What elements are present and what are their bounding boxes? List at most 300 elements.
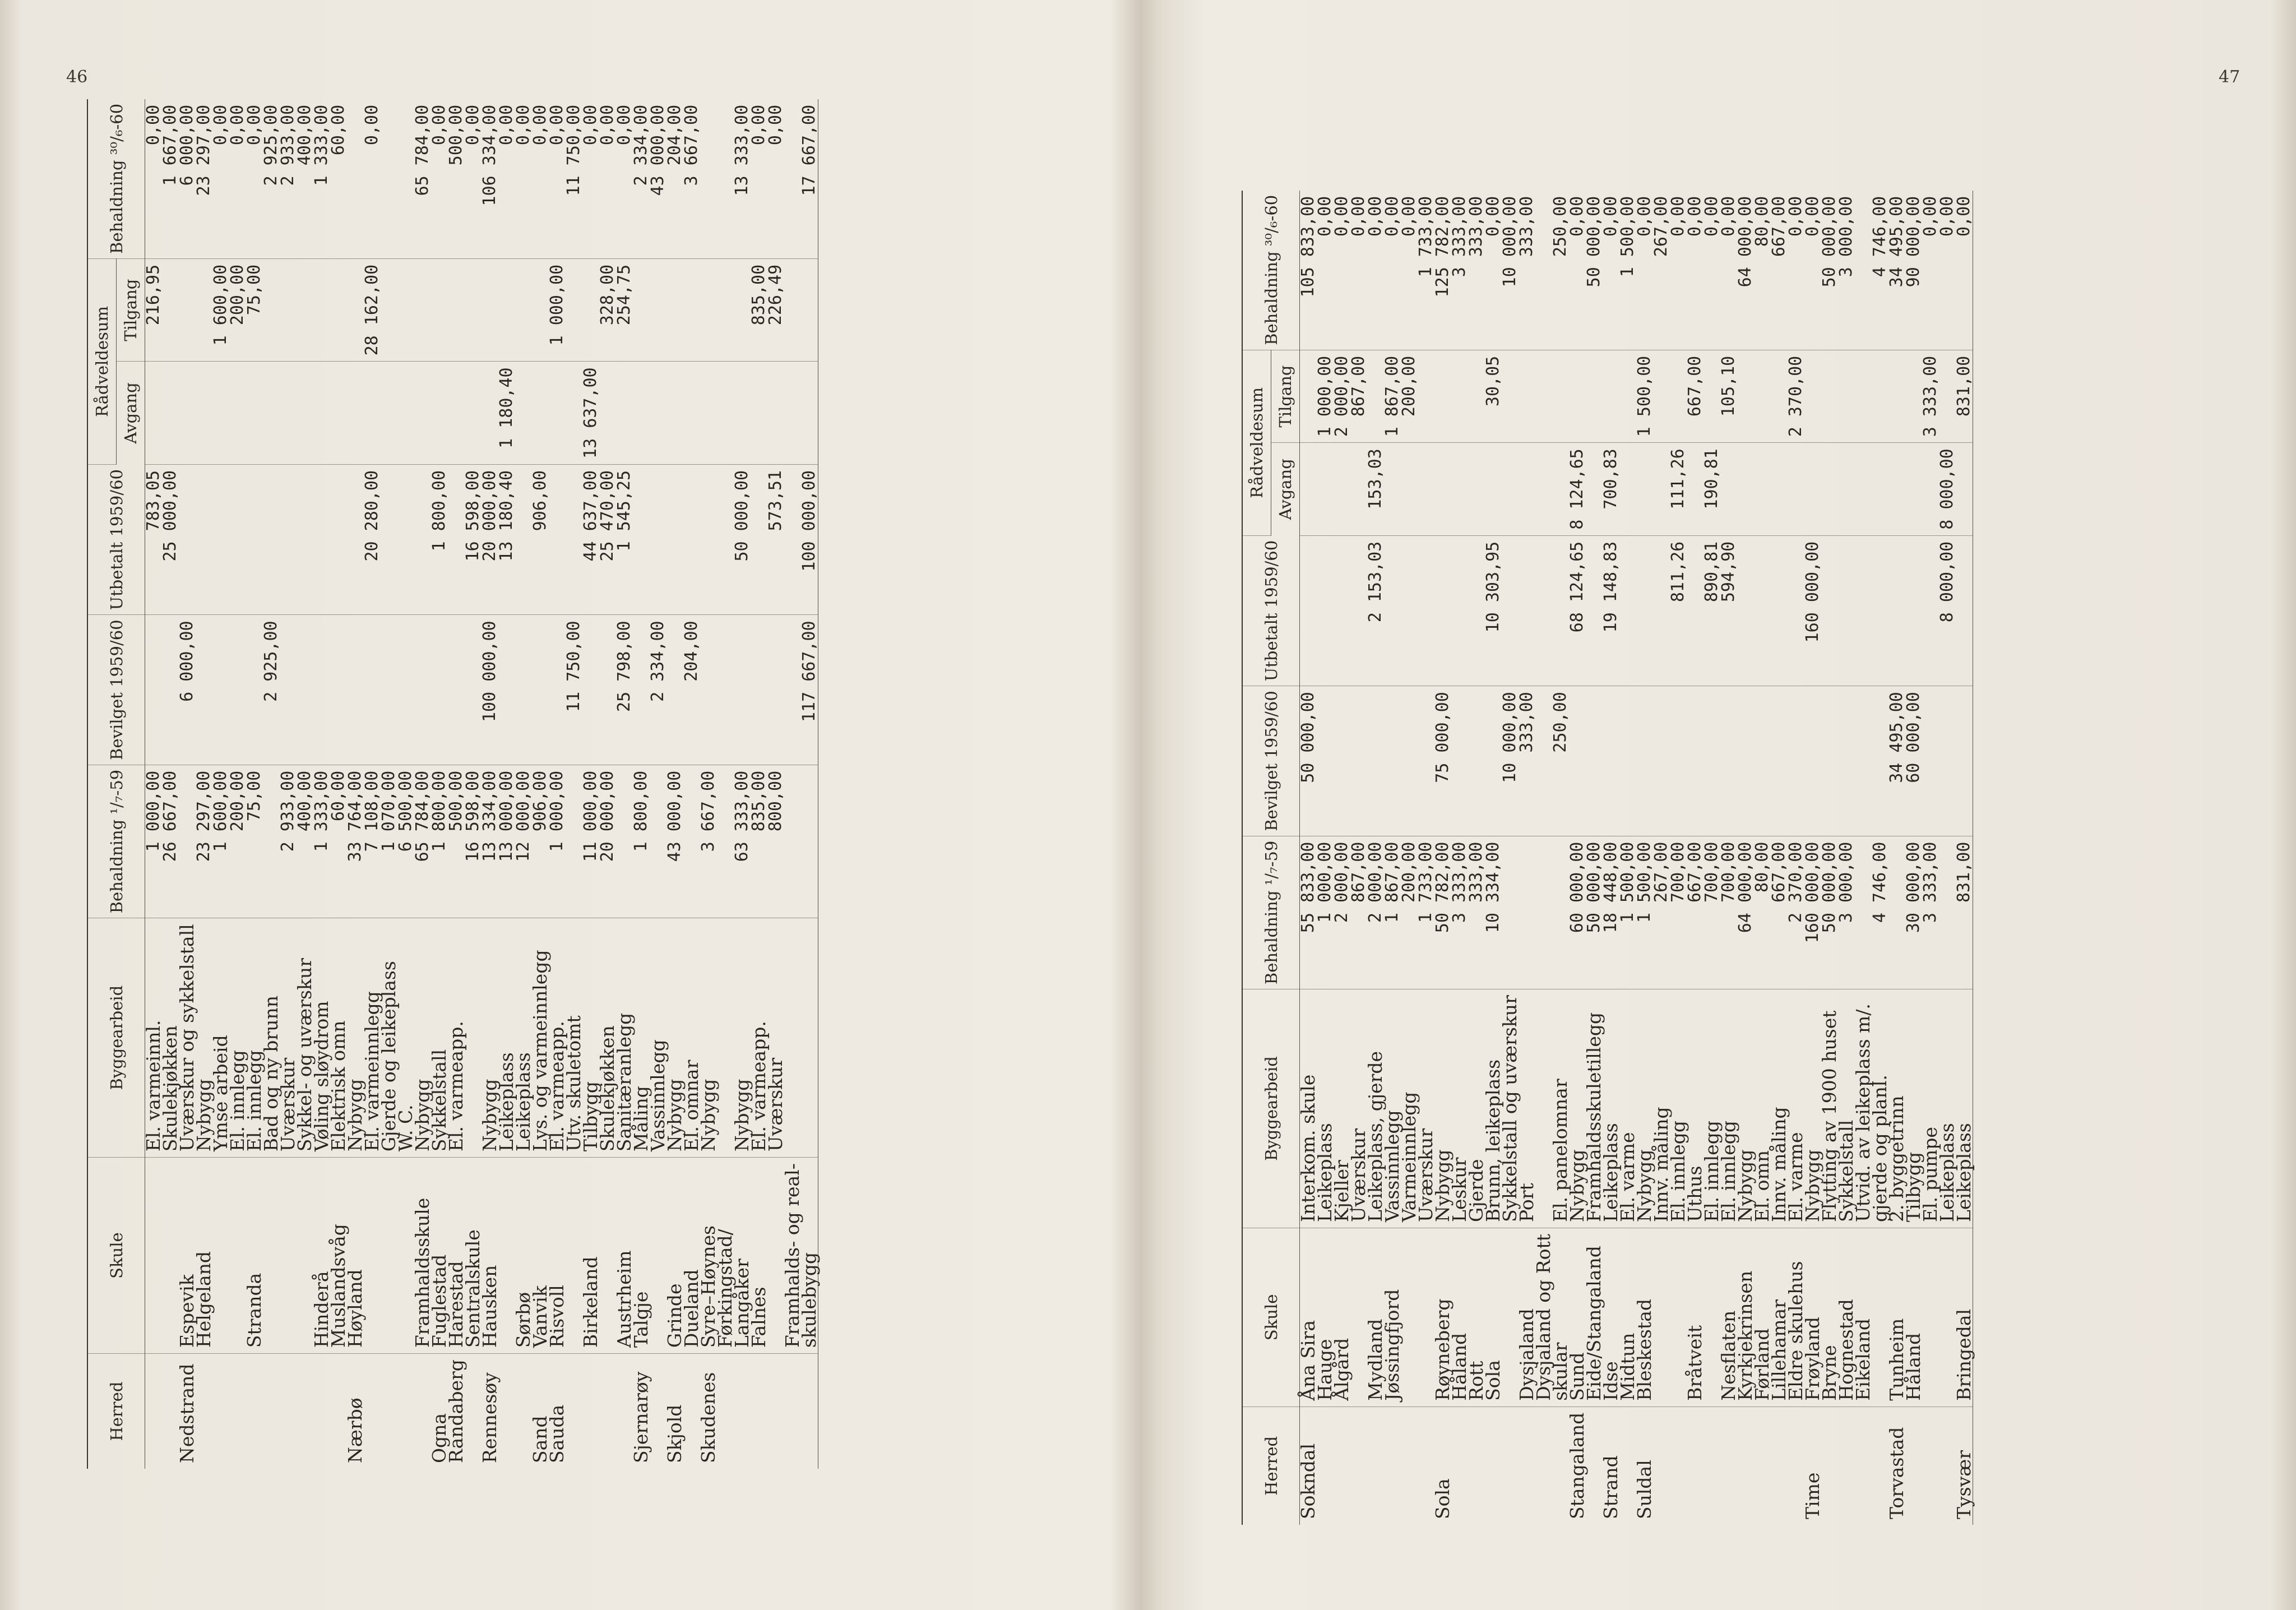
cell-utbetalt: 25 000,00 xyxy=(162,464,179,614)
cell-skule: Frøyland xyxy=(1804,1228,1821,1407)
cell-avgang xyxy=(767,362,784,465)
cell-behaldning-start: 200,00 xyxy=(1401,836,1418,989)
cell-skule: Espevik xyxy=(179,1158,196,1354)
cell-byggearbeid: Skulekjøkken xyxy=(599,918,616,1158)
cell-skule: Framhalds- og real- xyxy=(784,1158,801,1354)
cell-behaldning-slutt: 0,00 xyxy=(431,99,448,259)
cell-herred xyxy=(212,1354,229,1469)
cell-utbetalt: 19 148,83 xyxy=(1603,535,1619,686)
cell-byggearbeid: Kjeller xyxy=(1334,989,1350,1228)
cell-byggearbeid: Leikeplass xyxy=(515,918,532,1158)
cell-herred xyxy=(280,1354,297,1469)
col-header-herred: Herred xyxy=(87,1354,145,1469)
cell-herred xyxy=(1451,1407,1468,1525)
cell-utbetalt xyxy=(1384,535,1401,686)
cell-behaldning-slutt: 0,00 xyxy=(465,99,482,259)
cell-herred: Sokndal xyxy=(1297,1443,1319,1519)
cell-bevilget: 333,00 xyxy=(1519,686,1535,836)
cell-behaldning-start xyxy=(179,765,196,918)
cell-behaldning-slutt: 0,00 xyxy=(1603,191,1619,350)
cell-avgang xyxy=(1317,443,1334,536)
rotated-table-wrapper xyxy=(1242,191,1973,1525)
cell-avgang xyxy=(1855,443,1872,536)
cell-byggearbeid: Leikeplass xyxy=(1603,989,1619,1228)
cell-byggearbeid: El. varmeapp. xyxy=(549,918,566,1158)
cell-byggearbeid: gjerde og planl. xyxy=(1872,989,1888,1228)
cell-skule: Rott xyxy=(1468,1228,1485,1407)
cell-tilgang: 216,95 xyxy=(145,258,163,362)
cell-bevilget xyxy=(582,615,599,765)
cell-herred: Suldal xyxy=(1633,1460,1655,1519)
cell-behaldning-start: 2 933,00 xyxy=(280,765,297,918)
cell-herred xyxy=(1485,1407,1502,1525)
cell-bevilget xyxy=(1367,686,1384,836)
cell-behaldning-slutt: 0,00 xyxy=(229,99,246,259)
cell-bevilget xyxy=(1401,686,1418,836)
cell-byggearbeid: Nybygg xyxy=(1569,989,1586,1228)
cell-behaldning-start xyxy=(784,765,801,918)
cell-herred xyxy=(801,1354,818,1469)
cell-herred: Skjold xyxy=(664,1404,686,1463)
cell-utbetalt: 8 000,00 xyxy=(1939,535,1956,686)
table-row xyxy=(246,99,263,1469)
cell-herred xyxy=(1922,1407,1939,1525)
cell-skule: Helgeland xyxy=(196,1158,212,1354)
cell-utbetalt xyxy=(1619,535,1636,686)
cell-behaldning-slutt: 0,00 xyxy=(767,99,784,259)
cell-utbetalt xyxy=(566,464,582,614)
cell-avgang xyxy=(1636,443,1653,536)
cell-byggearbeid: Leikeplass xyxy=(1956,989,1973,1228)
cell-herred xyxy=(1754,1407,1771,1525)
cell-byggearbeid: Varmeinnlegg xyxy=(1401,989,1418,1228)
cell-skule: Talgje xyxy=(633,1158,650,1354)
cell-byggearbeid: El. varme xyxy=(1788,989,1804,1228)
cell-skule: Austrheim xyxy=(616,1158,633,1354)
cell-utbetalt xyxy=(751,464,767,614)
table-row xyxy=(1670,191,1687,1525)
cell-herred: Stangaland xyxy=(1566,1412,1588,1519)
cell-byggearbeid: Port xyxy=(1519,989,1535,1228)
cell-tilgang xyxy=(1418,350,1434,443)
cell-avgang xyxy=(1502,443,1519,536)
cell-utbetalt xyxy=(1300,535,1317,686)
cell-utbetalt xyxy=(196,464,212,614)
cell-bevilget xyxy=(1704,686,1720,836)
cell-bevilget xyxy=(1451,686,1468,836)
table-row xyxy=(1956,191,1973,1525)
cell-behaldning-slutt: 667,00 xyxy=(1771,191,1788,350)
cell-byggearbeid: El. varmeapp. xyxy=(751,918,767,1158)
cell-byggearbeid: Tilbygg xyxy=(1905,989,1922,1228)
cell-tilgang: 105,10 xyxy=(1720,350,1737,443)
cell-behaldning-start: 1 000,00 xyxy=(549,765,566,918)
cell-byggearbeid: El. innlegg xyxy=(1704,989,1720,1228)
cell-utbetalt: 906,00 xyxy=(532,464,549,614)
cell-bevilget xyxy=(364,615,381,765)
cell-skule: Bryne xyxy=(1821,1228,1838,1407)
cell-utbetalt xyxy=(1552,535,1569,686)
cell-behaldning-slutt: 60,00 xyxy=(330,99,347,259)
cell-avgang xyxy=(1838,443,1855,536)
cell-behaldning-start: 500,00 xyxy=(448,765,465,918)
cell-behaldning-start: 63 333,00 xyxy=(734,765,751,918)
cell-utbetalt: 13 180,40 xyxy=(498,464,515,614)
cell-bevilget xyxy=(162,615,179,765)
table-row xyxy=(1804,191,1821,1525)
cell-tilgang xyxy=(448,258,465,362)
cell-tilgang xyxy=(717,258,734,362)
cell-byggearbeid: Nybygg xyxy=(482,918,498,1158)
cell-tilgang xyxy=(1468,350,1485,443)
cell-behaldning-slutt: 3 000,00 xyxy=(1838,191,1855,350)
cell-skule: Syre–Høynes xyxy=(700,1158,717,1354)
cell-byggearbeid: Uværskur og sykkelstall xyxy=(179,918,196,1158)
col-header-behaldning-slutt: Behaldning ³⁰/₆-60 xyxy=(1242,191,1300,350)
cell-herred xyxy=(566,1354,582,1469)
cell-herred xyxy=(397,1354,414,1469)
cell-avgang xyxy=(196,362,212,465)
cell-behaldning-start: 13 000,00 xyxy=(498,765,515,918)
cell-tilgang xyxy=(1737,350,1754,443)
cell-byggearbeid: El. innlegg xyxy=(229,918,246,1158)
cell-bevilget xyxy=(1838,686,1855,836)
cell-behaldning-start: 26 667,00 xyxy=(162,765,179,918)
cell-behaldning-start: 23 297,00 xyxy=(196,765,212,918)
cell-behaldning-slutt: 0,00 xyxy=(1350,191,1367,350)
cell-herred xyxy=(1771,1407,1788,1525)
cell-avgang xyxy=(566,362,582,465)
cell-herred: Sauda xyxy=(546,1404,568,1463)
cell-skule: Birkeland xyxy=(582,1158,599,1354)
cell-behaldning-start: 700,00 xyxy=(1720,836,1737,989)
cell-bevilget xyxy=(465,615,482,765)
cell-tilgang xyxy=(1821,350,1838,443)
cell-utbetalt xyxy=(1754,535,1771,686)
cell-avgang xyxy=(717,362,734,465)
cell-utbetalt: 811,26 xyxy=(1670,535,1687,686)
cell-behaldning-start xyxy=(1519,836,1535,989)
cell-utbetalt: 890,81 xyxy=(1704,535,1720,686)
cell-utbetalt xyxy=(330,464,347,614)
cell-avgang: 8 124,65 xyxy=(1569,443,1586,536)
cell-herred: Torvastad xyxy=(1886,1427,1908,1519)
cell-tilgang xyxy=(1888,350,1905,443)
cell-tilgang xyxy=(1939,350,1956,443)
cell-byggearbeid: Nybygg xyxy=(1737,989,1754,1228)
cell-bevilget xyxy=(1636,686,1653,836)
cell-bevilget xyxy=(347,615,364,765)
cell-behaldning-start xyxy=(1552,836,1569,989)
cell-behaldning-slutt: 0,00 xyxy=(1720,191,1737,350)
cell-skule xyxy=(280,1158,297,1354)
cell-byggearbeid: Nybygg xyxy=(414,918,431,1158)
cell-behaldning-start: 20 000,00 xyxy=(599,765,616,918)
cell-byggearbeid: Uværskur xyxy=(1418,989,1434,1228)
cell-utbetalt xyxy=(448,464,465,614)
cell-avgang xyxy=(1401,443,1418,536)
cell-behaldning-start xyxy=(650,765,666,918)
cell-behaldning-slutt: 13 333,00 xyxy=(734,99,751,259)
cell-behaldning-start: 867,00 xyxy=(1350,836,1367,989)
cell-behaldning-start: 1 500,00 xyxy=(1636,836,1653,989)
table-row xyxy=(465,99,482,1469)
cell-utbetalt xyxy=(1855,535,1872,686)
cell-behaldning-slutt: 105 833,00 xyxy=(1300,191,1317,350)
cell-avgang xyxy=(1720,443,1737,536)
cell-avgang xyxy=(1434,443,1451,536)
cell-avgang xyxy=(1586,443,1603,536)
cell-tilgang: 3 333,00 xyxy=(1922,350,1939,443)
cell-utbetalt xyxy=(717,464,734,614)
cell-skule xyxy=(212,1158,229,1354)
cell-avgang xyxy=(482,362,498,465)
cell-skule: Sørbø xyxy=(515,1158,532,1354)
cell-utbetalt xyxy=(246,464,263,614)
cell-tilgang xyxy=(1434,350,1451,443)
cell-bevilget xyxy=(1569,686,1586,836)
cell-avgang xyxy=(364,362,381,465)
cell-behaldning-slutt: 0,00 xyxy=(1939,191,1956,350)
table-body xyxy=(142,99,820,1469)
cell-behaldning-start: 800,00 xyxy=(767,765,784,918)
cell-tilgang xyxy=(700,258,717,362)
cell-utbetalt xyxy=(1636,535,1653,686)
cell-behaldning-slutt: 0,00 xyxy=(212,99,229,259)
cell-behaldning-slutt: 0,00 xyxy=(751,99,767,259)
cell-bevilget xyxy=(1687,686,1704,836)
cell-byggearbeid: Sykkelstall xyxy=(431,918,448,1158)
col-header-tilgang: Tilgang xyxy=(117,258,145,362)
cell-tilgang xyxy=(1838,350,1855,443)
table-row xyxy=(330,99,347,1469)
page-number: 47 xyxy=(2219,67,2241,87)
cell-byggearbeid: El. pumpe xyxy=(1922,989,1939,1228)
cell-behaldning-slutt: 1 500,00 xyxy=(1619,191,1636,350)
cell-byggearbeid: El. innlegg xyxy=(1720,989,1737,1228)
table-row xyxy=(1384,191,1401,1525)
cell-byggearbeid: Leikeplass xyxy=(498,918,515,1158)
cell-bevilget xyxy=(1350,686,1367,836)
cell-herred xyxy=(1670,1407,1687,1525)
col-header-tilgang: Tilgang xyxy=(1271,350,1300,443)
cell-tilgang xyxy=(1619,350,1636,443)
cell-byggearbeid: Leikeplass xyxy=(1939,989,1956,1228)
cell-skule: Mydland xyxy=(1367,1228,1384,1407)
col-header-utbetalt: Utbetalt 1959/60 xyxy=(1242,535,1300,686)
cell-avgang: 1 180,40 xyxy=(498,362,515,465)
cell-skule xyxy=(381,1158,397,1354)
cell-avgang xyxy=(162,362,179,465)
cell-herred: Nærbø xyxy=(344,1398,366,1463)
table-row xyxy=(280,99,297,1469)
cell-bevilget xyxy=(246,615,263,765)
cell-bevilget xyxy=(515,615,532,765)
table-row xyxy=(1737,191,1754,1525)
table-row xyxy=(1653,191,1670,1525)
cell-bevilget: 2 334,00 xyxy=(650,615,666,765)
cell-tilgang: 2 370,00 xyxy=(1788,350,1804,443)
cell-tilgang xyxy=(313,258,330,362)
cell-utbetalt xyxy=(1838,535,1855,686)
cell-herred xyxy=(1367,1407,1384,1525)
cell-behaldning-start: 12 000,00 xyxy=(515,765,532,918)
cell-behaldning-start: 50 000,00 xyxy=(1586,836,1603,989)
cell-behaldning-start: 43 000,00 xyxy=(666,765,683,918)
cell-herred xyxy=(297,1354,313,1469)
cell-skule xyxy=(1653,1228,1670,1407)
cell-behaldning-slutt: 4 746,00 xyxy=(1872,191,1888,350)
cell-bevilget: 10 000,00 xyxy=(1502,686,1519,836)
cell-avgang xyxy=(212,362,229,465)
cell-avgang xyxy=(1334,443,1350,536)
cell-avgang xyxy=(1737,443,1754,536)
cell-tilgang xyxy=(347,258,364,362)
cell-herred: Rennesøy xyxy=(479,1372,501,1463)
cell-tilgang xyxy=(263,258,280,362)
cell-behaldning-start xyxy=(801,765,818,918)
cell-bevilget xyxy=(1670,686,1687,836)
cell-utbetalt xyxy=(1737,535,1754,686)
cell-skule: Eikeland xyxy=(1855,1228,1872,1407)
cell-behaldning-start: 1 800,00 xyxy=(633,765,650,918)
cell-behaldning-slutt: 34 495,00 xyxy=(1888,191,1905,350)
cell-tilgang: 30,05 xyxy=(1485,350,1502,443)
cell-behaldning-slutt: 0,00 xyxy=(498,99,515,259)
cell-behaldning-start: 75,00 xyxy=(246,765,263,918)
cell-skule: Tunheim xyxy=(1888,1228,1905,1407)
cell-behaldning-slutt: 500,00 xyxy=(448,99,465,259)
cell-herred xyxy=(784,1354,801,1469)
cell-avgang xyxy=(1619,443,1636,536)
cell-herred xyxy=(145,1354,163,1469)
cell-behaldning-slutt: 90 000,00 xyxy=(1905,191,1922,350)
cell-tilgang xyxy=(1804,350,1821,443)
cell-byggearbeid: Vassinnlegg xyxy=(1384,989,1401,1228)
cell-utbetalt xyxy=(1451,535,1468,686)
cell-skule xyxy=(145,1158,163,1354)
cell-byggearbeid: W. C. xyxy=(397,918,414,1158)
cell-behaldning-start: 700,00 xyxy=(1670,836,1687,989)
cell-avgang xyxy=(465,362,482,465)
cell-behaldning-start: 30 000,00 xyxy=(1905,836,1922,989)
cell-byggearbeid: Leskur xyxy=(1451,989,1468,1228)
cell-behaldning-start: 18 448,00 xyxy=(1603,836,1619,989)
cell-herred: Sola xyxy=(1432,1478,1453,1519)
cell-avgang xyxy=(179,362,196,465)
cell-behaldning-start: 55 833,00 xyxy=(1300,836,1317,989)
cell-bevilget xyxy=(1619,686,1636,836)
cell-utbetalt xyxy=(1334,535,1350,686)
cell-byggearbeid: Innv. måling xyxy=(1771,989,1788,1228)
cell-tilgang xyxy=(1451,350,1468,443)
cell-utbetalt: 100 000,00 xyxy=(801,464,818,614)
cell-utbetalt xyxy=(1468,535,1485,686)
cell-behaldning-start: 3 667,00 xyxy=(700,765,717,918)
cell-behaldning-start: 16 598,00 xyxy=(465,765,482,918)
col-header-behaldning-start: Behaldning ¹/₇-59 xyxy=(87,765,145,918)
cell-byggearbeid: Måling xyxy=(633,918,650,1158)
cell-behaldning-slutt: 2 925,00 xyxy=(263,99,280,259)
table-row xyxy=(498,99,515,1469)
cell-utbetalt xyxy=(381,464,397,614)
table-row xyxy=(751,99,767,1469)
cell-skule: Dysjaland og Rott xyxy=(1535,1228,1552,1407)
cell-bevilget xyxy=(1720,686,1737,836)
cell-byggearbeid: Sykkelstall og uværskur xyxy=(1502,989,1519,1228)
table-row xyxy=(196,99,212,1469)
cell-behaldning-start: 1 800,00 xyxy=(431,765,448,918)
table-row xyxy=(1401,191,1418,1525)
cell-tilgang xyxy=(1535,350,1552,443)
cell-herred xyxy=(1905,1407,1922,1525)
cell-avgang xyxy=(1788,443,1804,536)
cell-behaldning-start: 200,00 xyxy=(229,765,246,918)
cell-behaldning-slutt: 0,00 xyxy=(1334,191,1350,350)
cell-byggearbeid: Leikeplass xyxy=(1317,989,1334,1228)
cell-behaldning-slutt: 10 000,00 xyxy=(1502,191,1519,350)
table-row xyxy=(482,99,498,1469)
col-header-radveldesum: Rådveldesum xyxy=(87,258,117,464)
cell-bevilget xyxy=(1603,686,1619,836)
cell-tilgang xyxy=(1771,350,1788,443)
cell-skule: Muslandsvåg xyxy=(330,1158,347,1354)
cell-behaldning-slutt: 0,00 xyxy=(1401,191,1418,350)
cell-bevilget xyxy=(1737,686,1754,836)
cell-behaldning-slutt: 1 333,00 xyxy=(313,99,330,259)
cell-behaldning-start xyxy=(566,765,582,918)
cell-avgang xyxy=(1888,443,1905,536)
cell-herred xyxy=(229,1354,246,1469)
cell-tilgang: 835,00 xyxy=(751,258,767,362)
table-row xyxy=(1300,191,1317,1525)
col-header-byggearbeid: Byggearbeid xyxy=(87,918,145,1158)
cell-herred xyxy=(1401,1407,1418,1525)
cell-behaldning-start: 1 333,00 xyxy=(313,765,330,918)
cell-avgang xyxy=(1418,443,1434,536)
cell-tilgang xyxy=(162,258,179,362)
cell-herred: Nedstrand xyxy=(176,1363,198,1463)
cell-utbetalt xyxy=(1821,535,1838,686)
table-body xyxy=(1297,191,1975,1525)
cell-tilgang xyxy=(650,258,666,362)
cell-behaldning-slutt: 50 000,00 xyxy=(1821,191,1838,350)
cell-skule xyxy=(1922,1228,1939,1407)
cell-herred xyxy=(1502,1407,1519,1525)
cell-tilgang: 2 000,00 xyxy=(1334,350,1350,443)
cell-bevilget xyxy=(1956,686,1973,836)
cell-behaldning-start: 1 000,00 xyxy=(145,765,163,918)
cell-behaldning-slutt: 0,00 xyxy=(1367,191,1384,350)
cell-bevilget xyxy=(599,615,616,765)
table-row xyxy=(1636,191,1653,1525)
cell-byggearbeid: Nybygg xyxy=(1434,989,1451,1228)
cell-tilgang: 831,00 xyxy=(1956,350,1973,443)
col-header-byggearbeid: Byggearbeid xyxy=(1242,989,1300,1228)
cell-avgang: 700,83 xyxy=(1603,443,1619,536)
cell-byggearbeid: Uthus xyxy=(1687,989,1704,1228)
cell-byggearbeid: Nybygg xyxy=(666,918,683,1158)
cell-bevilget: 250,00 xyxy=(1552,686,1569,836)
col-header-behaldning-slutt: Behaldning ³⁰/₆-60 xyxy=(87,99,145,259)
cell-skule: Vanvik xyxy=(532,1158,549,1354)
cell-bevilget xyxy=(1468,686,1485,836)
cell-tilgang xyxy=(515,258,532,362)
cell-avgang xyxy=(666,362,683,465)
cell-utbetalt xyxy=(229,464,246,614)
table-row xyxy=(1687,191,1704,1525)
cell-bevilget: 25 798,00 xyxy=(616,615,633,765)
